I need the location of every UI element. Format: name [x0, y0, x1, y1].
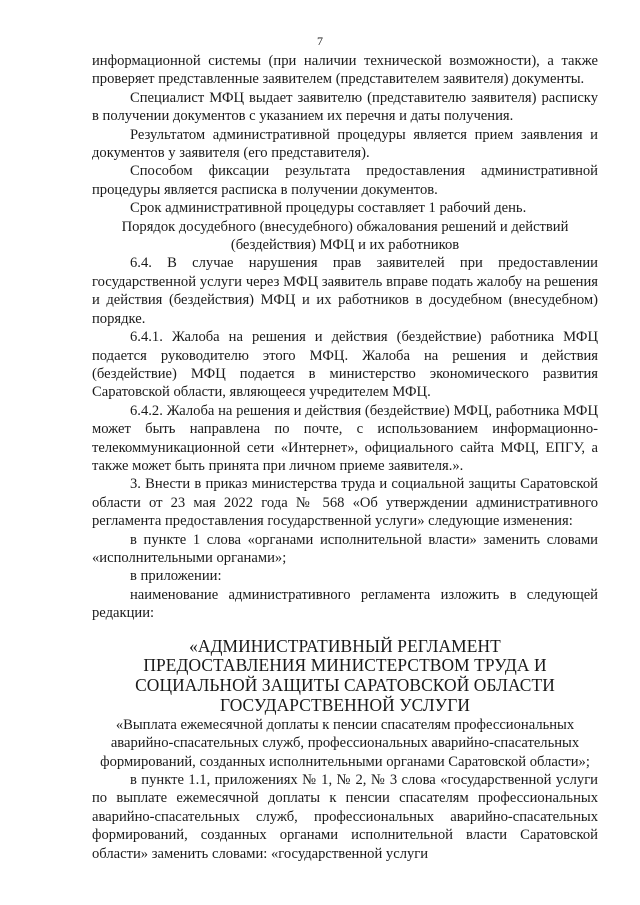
- paragraph-6-4: 6.4. В случае нарушения прав заявителей при предоставлении государственной услуги через МФЦ заявитель вправе подать жалобу на решения и действия (бездействия) МФЦ и их работников в досудебном (внесудебном) порядке.: [92, 255, 598, 327]
- paragraph-fixation: Способом фиксации результата предоставления административной процедуры является расписка в получении документов.: [92, 163, 598, 198]
- page-number: 7: [317, 34, 323, 48]
- paragraph-point-1: в пункте 1 слова «органами исполнительной власти» заменить словами «исполнительными органами»;: [92, 531, 598, 566]
- paragraph-term: Срок административной процедуры составляет 1 рабочий день.: [130, 200, 527, 217]
- section-heading: Порядок досудебного (внесудебного) обжалования решений и действий (бездействия) МФЦ и их работников: [121, 218, 569, 254]
- regulation-subtitle: «Выплата ежемесячной доплаты к пенсии спасателям профессиональных аварийно-спасательных служб, профессиональных аварийно-спасательных формирований, созданных исполнительными органами Саратовской области»;: [100, 716, 590, 770]
- paragraph-appendix: в приложении:: [130, 568, 222, 585]
- paragraph-result: Результатом административной процедуры является прием заявления и документов у заявителя (его представителя).: [92, 126, 598, 162]
- paragraph-continuation: информационной системы (при наличии технической возможности), а также проверяет представленные заявителем (представителем заявителя) документы.: [92, 53, 598, 88]
- paragraph-6-4-1: 6.4.1. Жалоба на решения и действия (бездействие) работника МФЦ подается руководителю этого МФЦ. Жалоба на решения и действия (бездействие) МФЦ подается в министерство экономического развития Саратовской области, являющееся учредителем МФЦ.: [92, 329, 598, 401]
- document-body: [92, 52, 598, 863]
- paragraph-6-4-2: 6.4.2. Жалоба на решения и действия (бездействие) МФЦ, работника МФЦ может быть направлена по почте, с использованием информационно-телекоммуникационной сети «Интернет», официального сайта МФЦ, ЕПГУ, а также может быть принята при личном приеме заявителя.».: [92, 402, 598, 474]
- paragraph-item-3: 3. Внести в приказ министерства труда и социальной защиты Саратовской области от 23 мая 2022 года № 568 «Об утверждении административного регламента предоставления государственной услуги» следующие изменения:: [92, 476, 598, 530]
- regulation-title: [92, 637, 598, 771]
- paragraph-receipt: Специалист МФЦ выдает заявителю (представителю заявителя) расписку в получении документов с указанием их перечня и даты получения.: [92, 89, 598, 125]
- paragraph-final: в пункте 1.1, приложениях № 1, № 2, № 3 слова «государственной услуги по выплате ежемесячной доплаты к пенсии спасателям профессиональных аварийно-спасательных служб, профессиональных аварийно-спасательных формирований, созданных органами исполнительной власти Саратовской области» заменить словами: «государственной услуги: [92, 772, 598, 862]
- regulation-title-line2: ПРЕДОСТАВЛЕНИЯ МИНИСТЕРСТВОМ ТРУДА И СОЦИАЛЬНОЙ ЗАЩИТЫ САРАТОВСКОЙ ОБЛАСТИ ГОСУДАРСТВЕННОЙ УСЛУГИ: [135, 655, 555, 715]
- paragraph-name-change: наименование административного регламента изложить в следующей редакции:: [92, 586, 598, 622]
- regulation-title-line1: «АДМИНИСТРАТИВНЫЙ РЕГЛАМЕНТ: [189, 635, 501, 656]
